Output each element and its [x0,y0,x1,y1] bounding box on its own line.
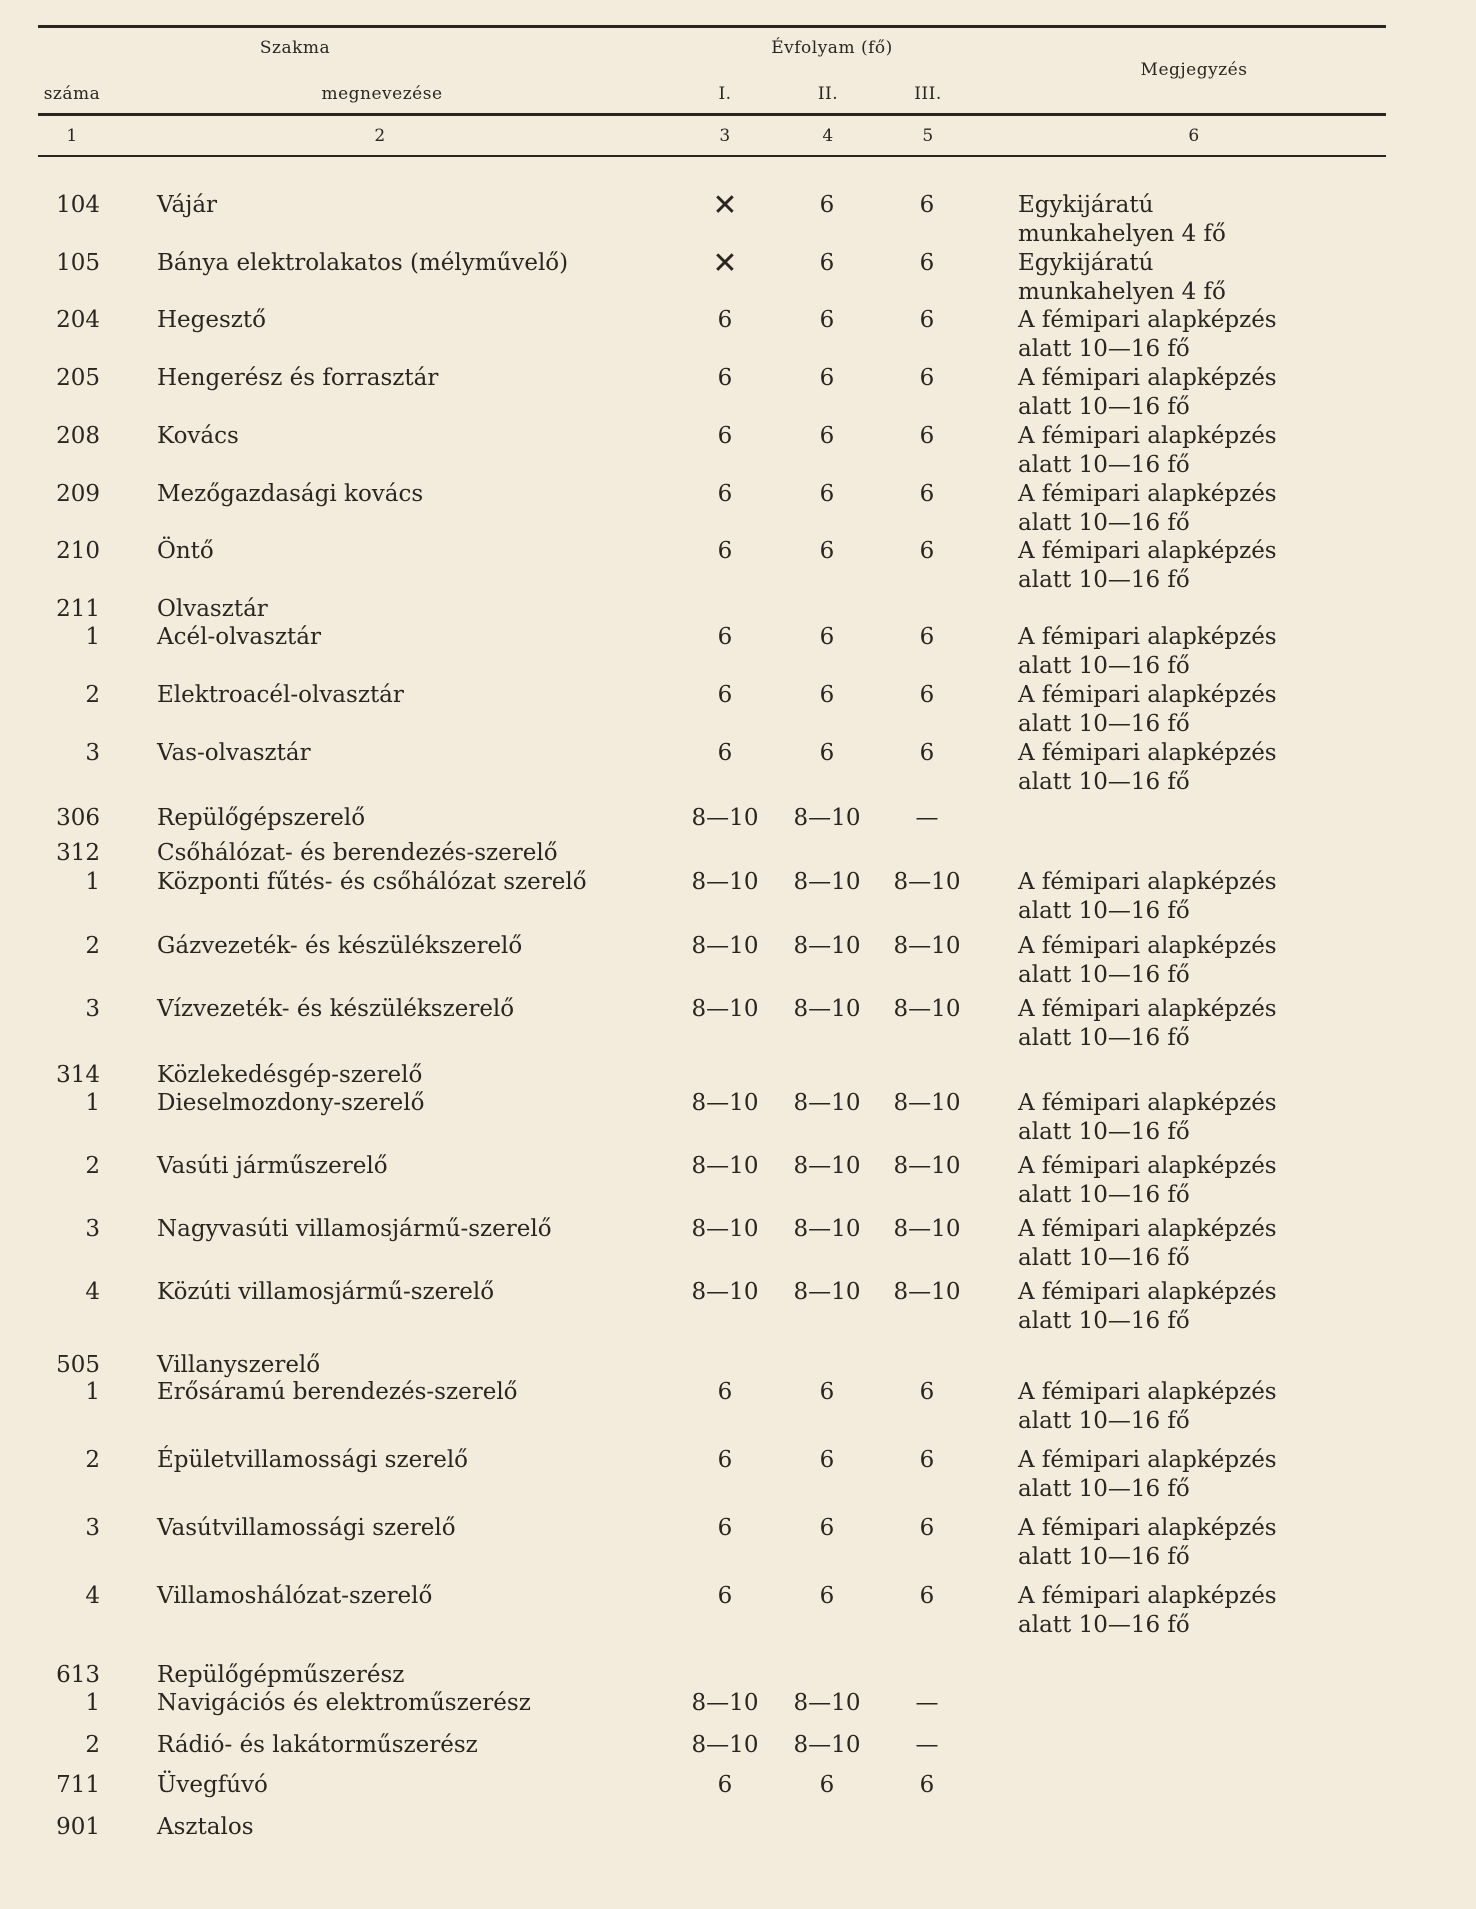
remark [1018,364,1277,422]
profession-name: Vízvezeték- és készülékszerelő [157,996,515,1022]
remark-line: alatt 10—16 fő [1018,1308,1190,1334]
year-3-value: 8—10 [893,1090,961,1116]
remark [1018,191,1226,249]
year-1-value: 6 [717,307,733,333]
remark-line: Egykijáratú [1018,250,1154,276]
remark [1018,249,1226,307]
year-3-value: 6 [919,365,935,391]
year-3-value: 6 [919,1583,935,1609]
row-number: 204 [56,307,100,333]
remark-line: A fémipari alapképzés [1018,682,1277,708]
year-3-value: 8—10 [893,1216,961,1242]
remark [1018,306,1277,364]
profession-name: Acél-olvasztár [157,624,322,650]
remark-line: A fémipari alapképzés [1018,1279,1277,1305]
header-szakma: Szakma [259,38,331,58]
year-1-value: 6 [717,481,733,507]
year-2-value: 6 [819,740,835,766]
row-number: 312 [56,840,100,866]
colnum-3: 3 [719,126,731,146]
profession-name: Központi fűtés- és csőhálózat szerelő [157,869,587,895]
year-2-value: 6 [819,538,835,564]
year-1-value: 6 [717,423,733,449]
remark-line: alatt 10—16 fő [1018,898,1190,924]
year-1-value: 8—10 [691,1216,759,1242]
year-3-value: 6 [919,538,935,564]
remark [1018,739,1277,797]
remark-line: A fémipari alapképzés [1018,1515,1277,1541]
remark-line: A fémipari alapképzés [1018,1216,1277,1242]
colnum-rule [38,155,1386,157]
remark [1018,1582,1277,1640]
year-1-value: 8—10 [691,1153,759,1179]
year-2-value: 8—10 [793,1216,861,1242]
year-2-value: 6 [819,624,835,650]
profession-name: Hegesztő [157,307,267,333]
profession-name: Villanyszerelő [157,1352,321,1378]
year-3-value: 6 [919,1447,935,1473]
year-1-value: 6 [717,538,733,564]
colnum-6: 6 [1188,126,1200,146]
profession-name: Kovács [157,423,239,449]
remark-line: A fémipari alapképzés [1018,624,1277,650]
remark-line: alatt 10—16 fő [1018,1544,1190,1570]
row-number: 711 [56,1772,100,1798]
remark-line: alatt 10—16 fő [1018,1245,1190,1271]
remark-line: alatt 10—16 fő [1018,452,1190,478]
row-number: 205 [56,365,100,391]
remark [1018,1514,1277,1572]
remark-line: alatt 10—16 fő [1018,1408,1190,1434]
year-3-value: 8—10 [893,1153,961,1179]
remark-line: A fémipari alapképzés [1018,1379,1277,1405]
profession-name: Gázvezeték- és készülékszerelő [157,933,523,959]
row-number: 1 [85,1690,100,1716]
year-3-value: 6 [919,1379,935,1405]
profession-name: Bánya elektrolakatos (mélyművelő) [157,250,569,276]
year-2-value: 6 [819,1772,835,1798]
header-year-3: III. [914,84,942,104]
year-1-value: 6 [717,682,733,708]
year-2-value: 6 [819,1583,835,1609]
remark-line: alatt 10—16 fő [1018,962,1190,988]
year-1-value: 6 [717,365,733,391]
year-3-value: 6 [919,423,935,449]
remark-line: A fémipari alapképzés [1018,1447,1277,1473]
year-3-value: 6 [919,624,935,650]
remark-line: A fémipari alapképzés [1018,869,1277,895]
row-number: 209 [56,481,100,507]
profession-name: Elektroacél-olvasztár [157,682,404,708]
remark-line: A fémipari alapképzés [1018,307,1277,333]
row-number: 2 [85,682,100,708]
year-2-value: 6 [819,1379,835,1405]
remark-line: A fémipari alapképzés [1018,740,1277,766]
remark-line: alatt 10—16 fő [1018,1119,1190,1145]
header-megnevezese: megnevezése [321,84,443,104]
profession-name: Villamoshálózat-szerelő [157,1583,433,1609]
year-2-value: 6 [819,682,835,708]
profession-name: Hengerész és forrasztár [157,365,439,391]
profession-name: Vájár [157,192,218,218]
remark-line: alatt 10—16 fő [1018,567,1190,593]
year-2-value: 6 [819,192,835,218]
year-3-value: 6 [919,1772,935,1798]
year-2-value: 8—10 [793,805,861,831]
profession-name: Olvasztár [157,596,268,622]
year-3-value: 8—10 [893,933,961,959]
row-number: 3 [85,1216,100,1242]
year-3-value: — [915,805,939,831]
year-1-value: 8—10 [691,1090,759,1116]
row-number: 4 [85,1279,100,1305]
year-3-value: 6 [919,1515,935,1541]
row-number: 210 [56,538,100,564]
year-2-value: 6 [819,250,835,276]
profession-name: Közlekedésgép-szerelő [157,1062,423,1088]
remark [1018,623,1277,681]
remark [1018,681,1277,739]
year-1-value: ✕ [712,188,738,223]
year-2-value: 6 [819,307,835,333]
year-1-value: 8—10 [691,996,759,1022]
year-1-value: 6 [717,1515,733,1541]
year-1-value: 8—10 [691,1279,759,1305]
remark-line: alatt 10—16 fő [1018,1612,1190,1638]
remark-line: alatt 10—16 fő [1018,711,1190,737]
header-year-1: I. [718,84,732,104]
remark-line: A fémipari alapképzés [1018,996,1277,1022]
remark [1018,1278,1277,1336]
colnum-5: 5 [922,126,934,146]
remark-line: alatt 10—16 fő [1018,336,1190,362]
profession-name: Üvegfúvó [157,1772,268,1798]
year-1-value: ✕ [712,246,738,281]
row-number: 2 [85,1732,100,1758]
row-number: 3 [85,740,100,766]
row-number: 314 [56,1062,100,1088]
profession-name: Közúti villamosjármű-szerelő [157,1279,495,1305]
remark-line: alatt 10—16 fő [1018,394,1190,420]
year-2-value: 6 [819,481,835,507]
row-number: 3 [85,1515,100,1541]
profession-name: Mezőgazdasági kovács [157,481,424,507]
profession-name: Vas-olvasztár [157,740,311,766]
row-number: 1 [85,1379,100,1405]
profession-name: Asztalos [157,1814,254,1840]
remark [1018,995,1277,1053]
remark [1018,932,1277,990]
year-2-value: 8—10 [793,1090,861,1116]
remark [1018,1089,1277,1147]
remark [1018,422,1277,480]
year-2-value: 8—10 [793,869,861,895]
profession-name: Öntő [157,538,214,564]
year-3-value: 8—10 [893,996,961,1022]
remark [1018,868,1277,926]
row-number: 3 [85,996,100,1022]
year-2-value: 6 [819,365,835,391]
year-1-value: 8—10 [691,933,759,959]
year-1-value: 6 [717,1447,733,1473]
header-szama: száma [43,84,101,104]
year-1-value: 6 [717,1583,733,1609]
header-rule [38,113,1386,116]
row-number: 1 [85,1090,100,1116]
remark [1018,537,1277,595]
remark-line: alatt 10—16 fő [1018,653,1190,679]
year-1-value: 6 [717,740,733,766]
remark-line: munkahelyen 4 fő [1018,221,1226,247]
row-number: 1 [85,869,100,895]
year-3-value: 6 [919,740,935,766]
row-number: 2 [85,933,100,959]
year-2-value: 6 [819,1447,835,1473]
row-number: 208 [56,423,100,449]
profession-name: Erősáramú berendezés-szerelő [157,1379,518,1405]
profession-name: Rádió- és lakátorműszerész [157,1732,478,1758]
remark-line: A fémipari alapképzés [1018,481,1277,507]
year-2-value: 8—10 [793,933,861,959]
year-1-value: 6 [717,1379,733,1405]
remark [1018,1378,1277,1436]
remark-line: A fémipari alapképzés [1018,1583,1277,1609]
year-2-value: 8—10 [793,1732,861,1758]
remark-line: alatt 10—16 fő [1018,510,1190,536]
remark-line: A fémipari alapképzés [1018,365,1277,391]
year-3-value: 6 [919,250,935,276]
header-megjegyzes: Megjegyzés [1140,60,1248,80]
remark [1018,480,1277,538]
profession-name: Vasúti járműszerelő [157,1153,388,1179]
year-2-value: 6 [819,423,835,449]
year-3-value: 6 [919,481,935,507]
year-1-value: 8—10 [691,1690,759,1716]
year-2-value: 8—10 [793,1153,861,1179]
year-1-value: 6 [717,624,733,650]
profession-name: Repülőgépműszerész [157,1662,405,1688]
row-number: 901 [56,1814,100,1840]
year-2-value: 8—10 [793,1690,861,1716]
remark-line: munkahelyen 4 fő [1018,279,1226,305]
profession-name: Repülőgépszerelő [157,805,366,831]
year-3-value: — [915,1732,939,1758]
year-3-value: — [915,1690,939,1716]
remark [1018,1152,1277,1210]
remark-line: A fémipari alapképzés [1018,1090,1277,1116]
profession-name: Épületvillamossági szerelő [157,1447,469,1473]
year-3-value: 6 [919,192,935,218]
header-year-2: II. [817,84,839,104]
row-number: 211 [56,596,100,622]
year-1-value: 8—10 [691,805,759,831]
row-number: 2 [85,1153,100,1179]
profession-name: Nagyvasúti villamosjármű-szerelő [157,1216,552,1242]
remark-line: alatt 10—16 fő [1018,769,1190,795]
profession-name: Navigációs és elektroműszerész [157,1690,531,1716]
profession-name: Dieselmozdony-szerelő [157,1090,425,1116]
year-1-value: 8—10 [691,1732,759,1758]
year-3-value: 6 [919,682,935,708]
row-number: 2 [85,1447,100,1473]
profession-name: Vasútvillamossági szerelő [157,1515,456,1541]
year-3-value: 8—10 [893,1279,961,1305]
remark-line: alatt 10—16 fő [1018,1476,1190,1502]
top-rule [38,25,1386,28]
year-1-value: 8—10 [691,869,759,895]
colnum-2: 2 [374,126,386,146]
remark-line: A fémipari alapképzés [1018,423,1277,449]
remark-line: A fémipari alapképzés [1018,933,1277,959]
row-number: 1 [85,624,100,650]
row-number: 105 [56,250,100,276]
remark-line: A fémipari alapképzés [1018,1153,1277,1179]
remark [1018,1446,1277,1504]
row-number: 613 [56,1662,100,1688]
row-number: 306 [56,805,100,831]
row-number: 505 [56,1352,100,1378]
remark-line: A fémipari alapképzés [1018,538,1277,564]
year-1-value: 6 [717,1772,733,1798]
year-2-value: 6 [819,1515,835,1541]
colnum-1: 1 [66,126,78,146]
remark-line: Egykijáratú [1018,192,1154,218]
year-3-value: 6 [919,307,935,333]
year-2-value: 8—10 [793,1279,861,1305]
remark-line: alatt 10—16 fő [1018,1025,1190,1051]
row-number: 4 [85,1583,100,1609]
row-number: 104 [56,192,100,218]
colnum-4: 4 [822,126,834,146]
year-3-value: 8—10 [893,869,961,895]
profession-name: Csőhálózat- és berendezés-szerelő [157,840,558,866]
remark-line: alatt 10—16 fő [1018,1182,1190,1208]
header-evfolyam: Évfolyam (fő) [771,38,893,58]
year-2-value: 8—10 [793,996,861,1022]
remark [1018,1215,1277,1273]
